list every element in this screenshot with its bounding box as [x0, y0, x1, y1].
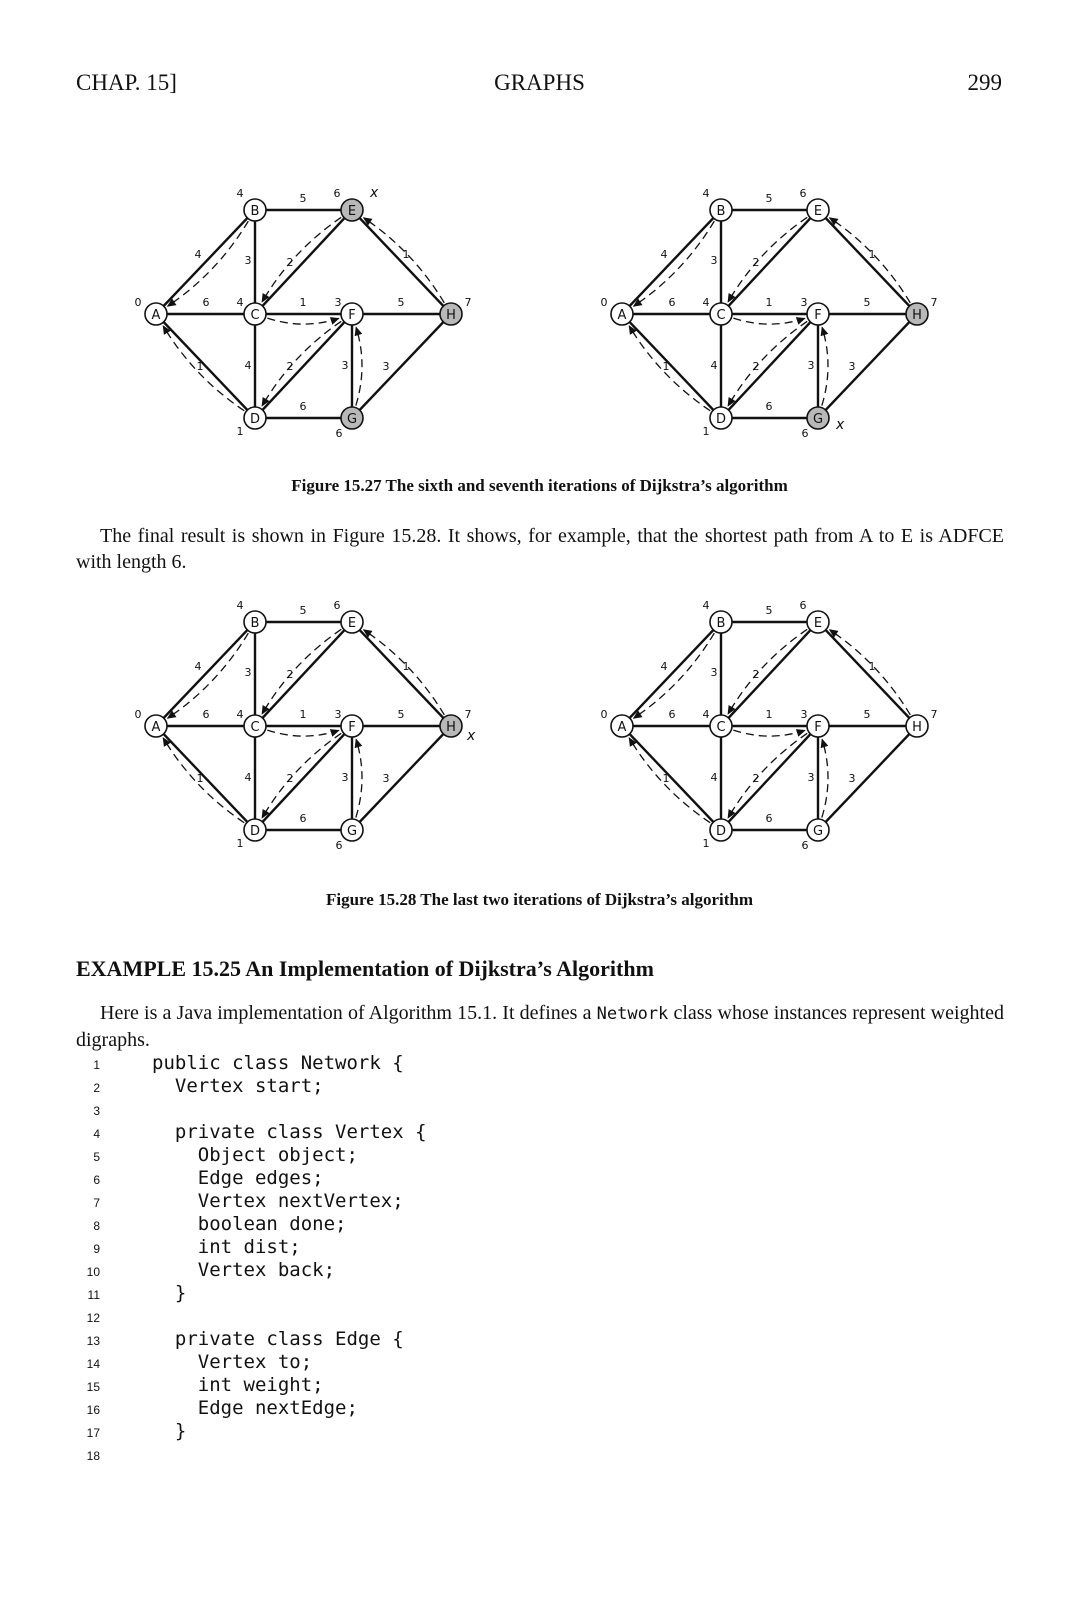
line-number: 2 — [93, 1081, 100, 1095]
intro-text-before: Here is a Java implementation of Algorithm 15.1. It defines a — [100, 1002, 597, 1024]
edge-weight-label: 2 — [286, 360, 294, 373]
path-arrow-CF — [267, 318, 338, 324]
code-text: Vertex to; — [152, 1351, 313, 1373]
code-text: Edge nextEdge; — [152, 1397, 358, 1419]
inline-code-network: Network — [596, 1004, 669, 1024]
current-node-x-mark: x — [467, 728, 476, 744]
node-distance-label: 0 — [134, 708, 142, 721]
code-text: private class Edge { — [152, 1328, 404, 1350]
node-name-C: C — [716, 720, 726, 735]
node-name-A: A — [617, 308, 627, 323]
edge-weight-label: 5 — [299, 192, 307, 205]
running-title: GRAPHS — [494, 70, 585, 95]
code-listing — [0, 1052, 1079, 1472]
figure-caption-15-28: Figure 15.28 The last two iterations of Dijkstra’s algorithm — [325, 890, 753, 909]
edge-weight-label: 6 — [765, 812, 773, 825]
node-distance-label: 6 — [335, 427, 343, 440]
node-distance-label: 6 — [799, 599, 807, 612]
path-arrow-FD — [262, 733, 341, 818]
edge-weight-label: 1 — [765, 296, 773, 309]
edge-weight-label: 4 — [710, 359, 718, 372]
edge-weight-label: 4 — [660, 248, 668, 261]
edge-weight-label: 6 — [668, 708, 676, 721]
path-arrow-EC — [728, 629, 807, 714]
node-distance-label: 4 — [236, 708, 244, 721]
node-distance-label: 7 — [930, 708, 938, 721]
edge-weight-label: 6 — [202, 708, 210, 721]
path-arrow-EC — [728, 217, 807, 302]
node-name-D: D — [715, 412, 727, 427]
node-name-B: B — [250, 204, 260, 219]
edge-weight-label: 1 — [196, 360, 204, 373]
path-arrow-BA — [168, 221, 249, 306]
node-name-C: C — [250, 720, 260, 735]
node-distance-label: 7 — [464, 708, 472, 721]
node-distance-label: 1 — [236, 425, 244, 438]
edge-weight-label: 3 — [710, 666, 718, 679]
node-distance-label: 6 — [801, 427, 809, 440]
node-name-F: F — [814, 720, 822, 735]
node-name-E: E — [347, 616, 357, 631]
line-number: 4 — [93, 1127, 100, 1141]
edge-weight-label: 4 — [194, 248, 202, 261]
line-number: 6 — [93, 1173, 100, 1187]
node-name-E: E — [347, 204, 357, 219]
node-name-D: D — [249, 824, 261, 839]
line-number: 15 — [86, 1380, 100, 1394]
current-node-x-mark: x — [370, 185, 379, 201]
node-distance-label: 4 — [702, 187, 710, 200]
code-text: int dist; — [152, 1236, 301, 1258]
path-arrow-GF — [356, 739, 362, 817]
node-distance-label: 6 — [333, 187, 341, 200]
edge-weight-label: 5 — [397, 296, 405, 309]
edge-weight-label: 1 — [765, 708, 773, 721]
edge-weight-label: 5 — [765, 192, 773, 205]
edge-weight-label: 1 — [196, 772, 204, 785]
edge-weight-label: 4 — [244, 359, 252, 372]
edge-weight-label: 2 — [286, 668, 294, 681]
node-distance-label: 6 — [801, 839, 809, 852]
path-arrow-CF — [733, 730, 804, 736]
edge-weight-label: 2 — [752, 772, 760, 785]
node-name-D: D — [715, 824, 727, 839]
node-distance-label: 4 — [236, 296, 244, 309]
code-text: Vertex start; — [152, 1075, 324, 1097]
node-distance-label: 1 — [702, 837, 710, 850]
graph-edge-GH — [352, 726, 451, 830]
intro-text-after: class whose instances represent weighted digraphs. — [76, 1002, 1004, 1051]
edge-weight-label: 5 — [397, 708, 405, 721]
line-number: 16 — [86, 1403, 100, 1417]
path-arrow-DA — [629, 738, 710, 823]
line-number: 1 — [93, 1058, 100, 1072]
node-name-A: A — [151, 308, 161, 323]
code-text: Object object; — [152, 1144, 358, 1166]
graph-edge-GH — [352, 314, 451, 418]
edge-weight-label: 4 — [194, 660, 202, 673]
path-arrow-EC — [262, 217, 341, 302]
node-name-C: C — [716, 308, 726, 323]
node-distance-label: 4 — [236, 187, 244, 200]
body-paragraph: The final result is shown in Figure 15.28. It shows, for example, that the shortest path from A to E is ADFCE with length 6. — [76, 525, 1004, 573]
example-intro-paragraph — [76, 1000, 1004, 1053]
node-distance-label: 1 — [236, 837, 244, 850]
path-arrow-CF — [733, 318, 804, 324]
node-name-H: H — [912, 720, 922, 735]
line-number: 12 — [86, 1311, 100, 1325]
node-distance-label: 6 — [335, 839, 343, 852]
node-distance-label: 7 — [464, 296, 472, 309]
node-name-E: E — [813, 204, 823, 219]
graph-edge-AD — [622, 726, 721, 830]
edge-weight-label: 3 — [807, 771, 815, 784]
node-distance-label: 6 — [333, 599, 341, 612]
edge-weight-label: 1 — [662, 360, 670, 373]
edge-weight-label: 3 — [244, 254, 252, 267]
edge-weight-label: 6 — [765, 400, 773, 413]
node-name-B: B — [250, 616, 260, 631]
line-number: 18 — [86, 1449, 100, 1463]
code-text: } — [152, 1420, 187, 1442]
edge-weight-label: 4 — [710, 771, 718, 784]
edge-weight-label: 2 — [286, 772, 294, 785]
node-distance-label: 6 — [799, 187, 807, 200]
path-arrow-BA — [168, 633, 249, 718]
code-text: Vertex back; — [152, 1259, 336, 1281]
node-name-G: G — [812, 412, 824, 427]
node-name-E: E — [813, 616, 823, 631]
edge-weight-label: 1 — [299, 296, 307, 309]
node-name-C: C — [250, 308, 260, 323]
example-heading: EXAMPLE 15.25 An Implementation of Dijkstra’s Algorithm — [76, 956, 654, 981]
path-arrow-GF — [822, 739, 828, 817]
node-name-B: B — [716, 616, 726, 631]
node-name-G: G — [346, 824, 358, 839]
edge-weight-label: 2 — [752, 668, 760, 681]
line-number: 5 — [93, 1150, 100, 1164]
graph-edge-GH — [818, 314, 917, 418]
node-distance-label: 4 — [702, 296, 710, 309]
edge-weight-label: 3 — [848, 772, 856, 785]
node-name-H: H — [446, 720, 456, 735]
line-number: 9 — [93, 1242, 100, 1256]
graph-panel-fig1-left — [120, 180, 540, 460]
edge-weight-label: 5 — [299, 604, 307, 617]
edge-weight-label: 4 — [660, 660, 668, 673]
node-name-H: H — [912, 308, 922, 323]
line-number: 8 — [93, 1219, 100, 1233]
edge-weight-label: 2 — [286, 256, 294, 269]
node-name-D: D — [249, 412, 261, 427]
code-text: boolean done; — [152, 1213, 347, 1235]
edge-weight-label: 5 — [765, 604, 773, 617]
path-arrow-DA — [629, 326, 710, 411]
edge-weight-label: 4 — [244, 771, 252, 784]
graph-panel-fig2-right — [586, 592, 1006, 872]
node-name-A: A — [617, 720, 627, 735]
edge-weight-label: 3 — [341, 359, 349, 372]
edge-weight-label: 6 — [299, 812, 307, 825]
graph-panel-fig1-right — [586, 180, 1006, 460]
node-distance-label: 0 — [600, 296, 608, 309]
node-name-G: G — [346, 412, 358, 427]
path-arrow-FD — [728, 321, 807, 406]
node-name-F: F — [814, 308, 822, 323]
line-number: 13 — [86, 1334, 100, 1348]
node-distance-label: 7 — [930, 296, 938, 309]
node-distance-label: 1 — [702, 425, 710, 438]
path-arrow-GF — [822, 327, 828, 405]
line-number: 3 — [93, 1104, 100, 1118]
path-arrow-DA — [163, 326, 244, 411]
node-name-F: F — [348, 720, 356, 735]
line-number: 17 — [86, 1426, 100, 1440]
edge-weight-label: 3 — [807, 359, 815, 372]
figure-caption-15-27: Figure 15.27 The sixth and seventh iterations of Dijkstra’s algorithm — [291, 476, 788, 495]
node-distance-label: 4 — [702, 708, 710, 721]
code-text: Vertex nextVertex; — [152, 1190, 404, 1212]
path-arrow-DA — [163, 738, 244, 823]
path-arrow-BA — [634, 633, 715, 718]
line-number: 14 — [86, 1357, 100, 1371]
node-distance-label: 3 — [800, 708, 808, 721]
path-arrow-EC — [262, 629, 341, 714]
node-distance-label: 3 — [334, 708, 342, 721]
node-name-G: G — [812, 824, 824, 839]
node-name-A: A — [151, 720, 161, 735]
edge-weight-label: 1 — [299, 708, 307, 721]
edge-weight-label: 3 — [710, 254, 718, 267]
graph-edge-GH — [818, 726, 917, 830]
node-distance-label: 4 — [236, 599, 244, 612]
node-name-H: H — [446, 308, 456, 323]
line-number: 11 — [87, 1288, 100, 1302]
page-number: 299 — [967, 70, 1002, 95]
edge-weight-label: 1 — [868, 248, 876, 261]
node-distance-label: 3 — [334, 296, 342, 309]
edge-weight-label: 6 — [299, 400, 307, 413]
current-node-x-mark: x — [836, 417, 845, 433]
edge-weight-label: 6 — [668, 296, 676, 309]
edge-weight-label: 5 — [863, 296, 871, 309]
node-distance-label: 3 — [800, 296, 808, 309]
line-number: 7 — [93, 1196, 100, 1210]
graph-edge-AD — [622, 314, 721, 418]
node-distance-label: 4 — [702, 599, 710, 612]
edge-weight-label: 2 — [752, 360, 760, 373]
graph-edge-AD — [156, 314, 255, 418]
code-text: int weight; — [152, 1374, 324, 1396]
edge-weight-label: 1 — [662, 772, 670, 785]
node-distance-label: 0 — [600, 708, 608, 721]
code-text: } — [152, 1282, 187, 1304]
path-arrow-CF — [267, 730, 338, 736]
chapter-label: CHAP. 15] — [76, 70, 177, 95]
node-name-F: F — [348, 308, 356, 323]
edge-weight-label: 2 — [752, 256, 760, 269]
graph-edge-AD — [156, 726, 255, 830]
path-arrow-FD — [728, 733, 807, 818]
code-text: public class Network { — [152, 1052, 404, 1074]
edge-weight-label: 5 — [863, 708, 871, 721]
code-text: Edge edges; — [152, 1167, 324, 1189]
line-number: 10 — [86, 1265, 100, 1279]
edge-weight-label: 3 — [382, 772, 390, 785]
edge-weight-label: 3 — [341, 771, 349, 784]
path-arrow-FD — [262, 321, 341, 406]
path-arrow-GF — [356, 327, 362, 405]
graph-panel-fig2-left — [120, 592, 540, 872]
edge-weight-label: 6 — [202, 296, 210, 309]
edge-weight-label: 3 — [244, 666, 252, 679]
edge-weight-label: 1 — [868, 660, 876, 673]
edge-weight-label: 3 — [382, 360, 390, 373]
edge-weight-label: 3 — [848, 360, 856, 373]
node-distance-label: 0 — [134, 296, 142, 309]
node-name-B: B — [716, 204, 726, 219]
edge-weight-label: 1 — [402, 248, 410, 261]
edge-weight-label: 1 — [402, 660, 410, 673]
path-arrow-BA — [634, 221, 715, 306]
code-text: private class Vertex { — [152, 1121, 427, 1143]
